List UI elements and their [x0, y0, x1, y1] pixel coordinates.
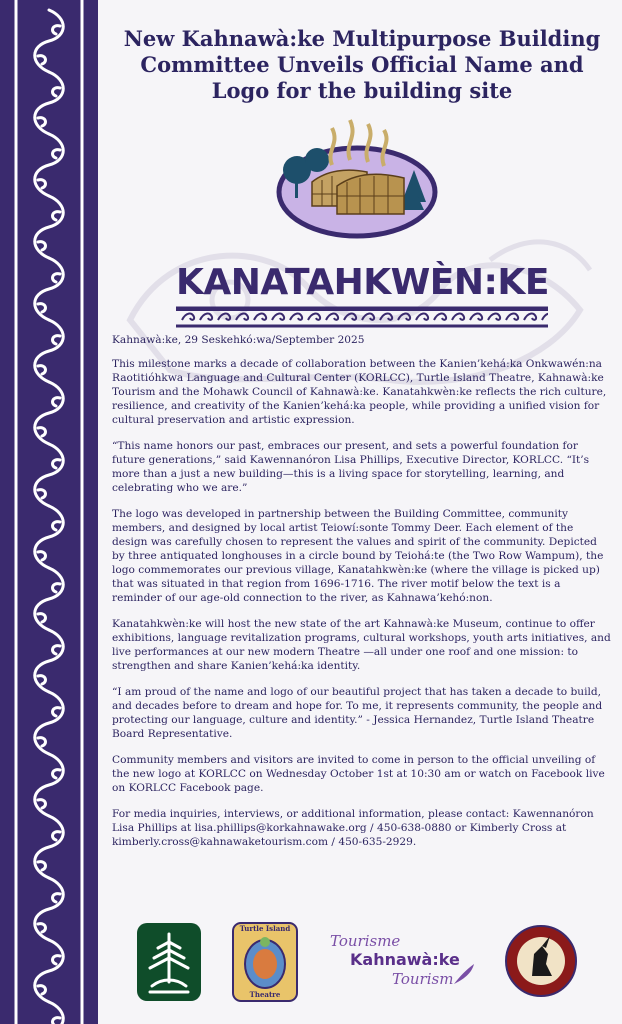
turtle-island-bottom-text: Theatre	[249, 990, 281, 999]
partner-logos	[112, 918, 612, 1002]
wampum-pattern-icon	[0, 0, 98, 1024]
tourism-line1: Tourisme	[330, 932, 401, 950]
tourism-line2: Kahnawà:ke	[350, 950, 460, 969]
korlcc-tree-logo-icon	[136, 922, 202, 1002]
kanatahkwenke-logo	[112, 110, 612, 315]
logo-wordmark: KANATAHKWÈN:KE	[176, 262, 549, 303]
paragraph-logo-design: The logo was developed in partnership between the Building Committee, community members, and designed by local artist Teiowí:sonte Tommy Deer. Each element of the design was carefully chosen to represent the values and spirit of the community. Depicted by three antiquated longhouses in a circle bound by Teiohá:te (the Two Row Wampum), the logo commemorates our previous village, Kanatahkwèn:ke (where the village is picked up) that was situated in that region from 1696-1716. The river motif below the text is a reminder of our age-old connection to the river, as Kahnawa’kehó:non.	[112, 508, 604, 604]
paragraph-quote-phillips: “This name honors our past, embraces our present, and sets a powerful foundation for future generations,” said Kawennanóron Lisa Phillips, Executive Director, KORLCC. “It’s more than a just a new building—this is a living space for storytelling, learning, and celebrating who we are.”	[112, 440, 590, 494]
article-body	[112, 333, 612, 849]
decorative-border	[0, 0, 98, 1024]
paragraph-quote-hernandez: “I am proud of the name and logo of our beautiful project that has taken a decade to build, and decades before to dream and hope for. To me, it represents community, the people and protecting our language, culture and identity.” - Jessica Hernandez, Turtle Island Theatre Board Representative.	[112, 686, 603, 740]
tourism-line3: Tourism	[392, 970, 454, 988]
paragraph-programs: Kanatahkwèn:ke will host the new state of the art Kahnawà:ke Museum, continue to offer exhibitions, language revitalization programs, cultural workshops, youth arts initiatives, and live performances at our new modern Theatre —all under one roof and one mission: to strengthen and share Kanien’kehá:ka identity.	[112, 618, 611, 672]
turtle-island-theatre-logo	[232, 922, 298, 1002]
paragraph-contact: For media inquiries, interviews, or additional information, please contact: Kawennanóron Lisa Phillips at lisa.phillips@korkahnawake.org / 450-638-0880 or Kimberly Cross at kimberly.cross@kahnawaketourism.com / 450-635-2929.	[112, 808, 594, 848]
feather-icon	[452, 962, 476, 986]
dateline: Kahnawà:ke, 29 Seskehkó:wa/September 2025	[112, 334, 365, 346]
press-release	[112, 18, 612, 861]
turtle-island-top-text: Turtle Island	[239, 924, 291, 933]
page-title: New Kahnawà:ke Multipurpose Building Committee Unveils Official Name and Logo for the building site	[123, 26, 601, 103]
paragraph-intro: This milestone marks a decade of collaboration between the Kanien’kehá:ka Onkwawén:na Raotitióhkwa Language and Cultural Center (KORLCC), Turtle Island Theatre, Kahnawà:ke Tourism and the Mohawk Council of Kahnawà:ke. Kanatahkwèn:ke reflects the rich culture, resilience, and creativity of the Kanien’kehá:ka people, while providing a unified vision for cultural preservation and artistic expression.	[112, 358, 607, 426]
river-motif-icon	[176, 306, 548, 328]
paragraph-unveiling: Community members and visitors are invited to come in person to the official unveiling of the new logo at KORLCC on Wednesday October 1st at 10:30 am or watch on Facebook live on KORLCC Facebook page.	[112, 754, 605, 794]
mohawk-council-seal-icon	[504, 924, 578, 998]
kahnawake-tourism-logo	[324, 932, 484, 992]
